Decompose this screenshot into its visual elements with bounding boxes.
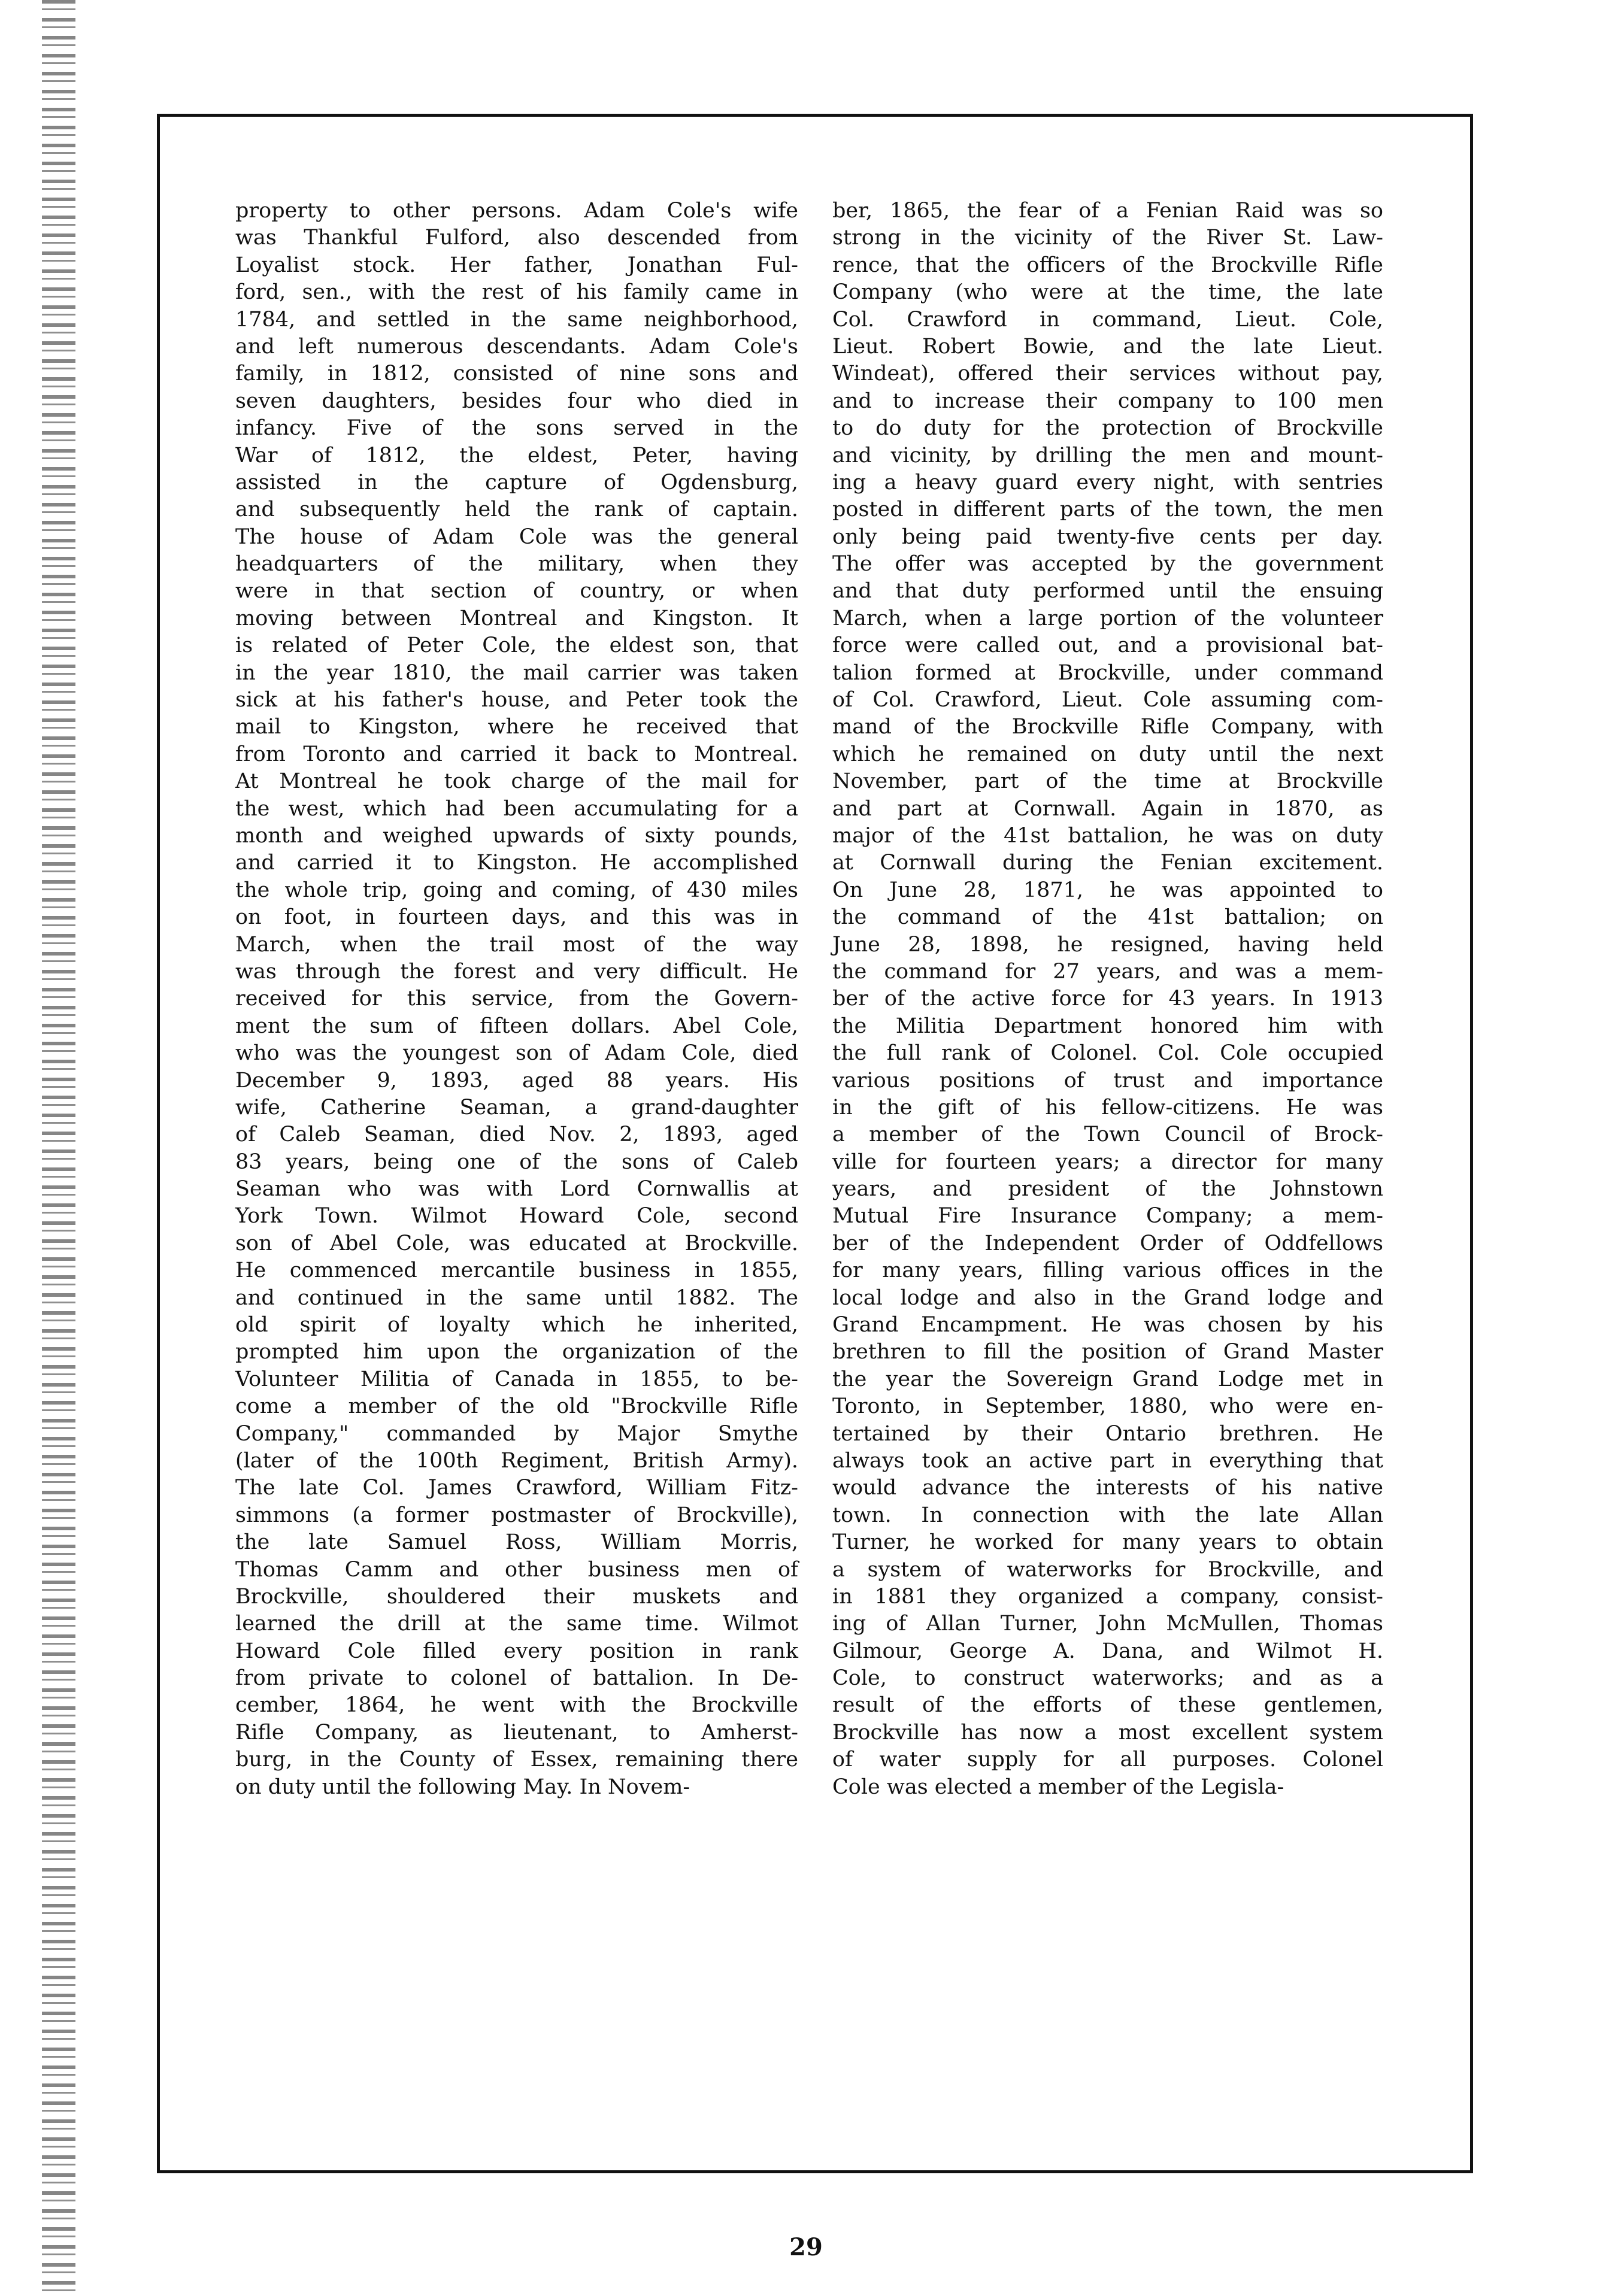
text-line: the west, which had been accumulating for a [235, 796, 798, 821]
text-line: various positions of trust and importance [832, 1068, 1383, 1093]
text-line: Col. Crawford in command, Lieut. Cole, [832, 307, 1383, 332]
text-line: mand of the Brockville Rifle Company, with [832, 715, 1383, 739]
text-line: moving between Montreal and Kingston. It [235, 606, 798, 630]
text-line: on duty until the following May. In Novem- [235, 1775, 690, 1799]
right-column [832, 198, 1383, 1801]
text-line: the command of the 41st battalion; on [832, 905, 1383, 930]
text-line: and vicinity, by drilling the men and mount- [832, 443, 1383, 468]
text-line: Volunteer Militia of Canada in 1855, to be- [235, 1367, 798, 1391]
text-line: rence, that the officers of the Brockville Rifle [832, 253, 1383, 277]
text-line: and part at Cornwall. Again in 1870, as [832, 796, 1383, 821]
text-line: 83 years, being one of the sons of Caleb [235, 1149, 798, 1174]
text-line: The late Col. James Crawford, William Fitz- [235, 1476, 798, 1500]
text-line: was through the forest and very difficult. He [235, 959, 798, 984]
text-line: cember, 1864, he went with the Brockville [235, 1693, 798, 1718]
binding-edge [42, 0, 75, 2296]
text-line: sick at his father's house, and Peter took the [235, 688, 798, 712]
text-line: in 1881 they organized a company, consist- [832, 1584, 1383, 1609]
text-line: family, in 1812, consisted of nine sons and [235, 362, 798, 386]
text-line: and carried it to Kingston. He accomplished [235, 851, 798, 875]
text-line: the command for 27 years, and was a mem- [832, 959, 1383, 984]
text-line: Turner, he worked for many years to obtain [832, 1530, 1383, 1555]
text-line: He commenced mercantile business in 1855, [235, 1258, 798, 1283]
text-line: posted in different parts of the town, the men [832, 498, 1383, 522]
text-line: War of 1812, the eldest, Peter, having [235, 443, 798, 468]
text-line: always took an active part in everything that [832, 1448, 1383, 1473]
text-line: tertained by their Ontario brethren. He [832, 1421, 1383, 1446]
text-line: come a member of the old "Brockville Rifle [235, 1394, 798, 1419]
text-line: to do duty for the protection of Brockville [832, 416, 1383, 441]
text-line: On June 28, 1871, he was appointed to [832, 878, 1383, 902]
text-line: 1784, and settled in the same neighborhood, [235, 307, 798, 332]
text-line: simmons (a former postmaster of Brockville), [235, 1503, 798, 1527]
text-line: a member of the Town Council of Brock- [832, 1123, 1383, 1147]
text-line: learned the drill at the same time. Wilmot [235, 1612, 798, 1636]
text-line: from private to colonel of battalion. In De- [235, 1666, 798, 1691]
text-line: property to other persons. Adam Cole's wife [235, 199, 798, 223]
text-line: ing of Allan Turner, John McMullen, Thomas [832, 1612, 1383, 1636]
text-line: and left numerous descendants. Adam Cole's [235, 334, 798, 359]
text-line: the year the Sovereign Grand Lodge met in [832, 1367, 1383, 1391]
text-line: The offer was accepted by the government [832, 552, 1383, 577]
text-line: and continued in the same until 1882. The [235, 1285, 798, 1310]
text-line: is related of Peter Cole, the eldest son, that [235, 633, 798, 658]
text-line: assisted in the capture of Ogdensburg, [235, 470, 798, 495]
text-line: years, and president of the Johnstown [832, 1177, 1383, 1202]
page-number: 29 [789, 2233, 823, 2261]
text-line: in the gift of his fellow-citizens. He was [832, 1095, 1383, 1120]
text-line: June 28, 1898, he resigned, having held [832, 932, 1383, 957]
text-line: a system of waterworks for Brockville, and [832, 1557, 1383, 1582]
text-line: the whole trip, going and coming, of 430 miles [235, 878, 798, 902]
text-line: March, when the trail most of the way [235, 932, 798, 957]
text-line: talion formed at Brockville, under command [832, 660, 1383, 685]
text-line: Cole, to construct waterworks; and as a [832, 1666, 1383, 1691]
text-line: The house of Adam Cole was the general [235, 524, 798, 549]
text-line: would advance the interests of his native [832, 1476, 1383, 1500]
text-line: Seaman who was with Lord Cornwallis at [235, 1177, 798, 1202]
text-line: December 9, 1893, aged 88 years. His [235, 1068, 798, 1093]
text-line: March, when a large portion of the volunteer [832, 606, 1383, 630]
text-line: the late Samuel Ross, William Morris, [235, 1530, 798, 1555]
text-line: burg, in the County of Essex, remaining there [235, 1748, 798, 1772]
text-line: Gilmour, George A. Dana, and Wilmot H. [832, 1639, 1383, 1663]
text-line: Windeat), offered their services without pay, [832, 362, 1383, 386]
text-line: Thomas Camm and other business men of [235, 1557, 798, 1582]
text-line: brethren to fill the position of Grand Master [832, 1340, 1383, 1364]
text-line: month and weighed upwards of sixty pounds, [235, 823, 798, 848]
text-line: ber, 1865, the fear of a Fenian Raid was so [832, 199, 1383, 223]
text-line: Howard Cole filled every position in rank [235, 1639, 798, 1663]
text-line: force were called out, and a provisional bat- [832, 633, 1383, 658]
text-line: mail to Kingston, where he received that [235, 715, 798, 739]
text-line: was Thankful Fulford, also descended from [235, 226, 798, 250]
text-line: son of Abel Cole, was educated at Brockville. [235, 1231, 798, 1255]
text-line: and that duty performed until the ensuing [832, 579, 1383, 603]
text-line: Brockville has now a most excellent system [832, 1720, 1383, 1745]
left-column [235, 198, 798, 1801]
text-line: ber of the active force for 43 years. In 1913 [832, 987, 1383, 1011]
text-line: from Toronto and carried it back to Montreal. [235, 742, 798, 766]
text-line: infancy. Five of the sons served in the [235, 416, 798, 441]
text-line: and subsequently held the rank of captain. [235, 498, 798, 522]
text-line: of Col. Crawford, Lieut. Cole assuming com- [832, 688, 1383, 712]
text-line: which he remained on duty until the next [832, 742, 1383, 766]
text-line: major of the 41st battalion, he was on duty [832, 823, 1383, 848]
text-line: strong in the vicinity of the River St. Law- [832, 226, 1383, 250]
text-line: Toronto, in September, 1880, who were en- [832, 1394, 1383, 1419]
text-line: result of the efforts of these gentlemen, [832, 1693, 1383, 1718]
text-line: Loyalist stock. Her father, Jonathan Ful- [235, 253, 798, 277]
text-line: ing a heavy guard every night, with sentries [832, 470, 1383, 495]
text-line: Company (who were at the time, the late [832, 280, 1383, 305]
text-line: received for this service, from the Govern- [235, 987, 798, 1011]
text-line: At Montreal he took charge of the mail for [235, 769, 798, 794]
text-line: ford, sen., with the rest of his family came in [235, 280, 798, 305]
text-line: in the year 1810, the mail carrier was taken [235, 660, 798, 685]
text-line: Company," commanded by Major Smythe [235, 1421, 798, 1446]
text-line: headquarters of the military, when they [235, 552, 798, 577]
text-line: ber of the Independent Order of Oddfellows [832, 1231, 1383, 1255]
text-line: old spirit of loyalty which he inherited, [235, 1313, 798, 1337]
text-line: on foot, in fourteen days, and this was in [235, 905, 798, 930]
text-line: local lodge and also in the Grand lodge and [832, 1285, 1383, 1310]
text-line: ment the sum of fifteen dollars. Abel Cole, [235, 1014, 798, 1038]
text-line: Brockville, shouldered their muskets and [235, 1584, 798, 1609]
text-line: ville for fourteen years; a director for many [832, 1149, 1383, 1174]
text-line: Grand Encampment. He was chosen by his [832, 1313, 1383, 1337]
text-line: were in that section of country, or when [235, 579, 798, 603]
text-line: of Caleb Seaman, died Nov. 2, 1893, aged [235, 1123, 798, 1147]
text-line: Lieut. Robert Bowie, and the late Lieut. [832, 334, 1383, 359]
text-line: Cole was elected a member of the Legisla- [832, 1775, 1284, 1799]
text-line: who was the youngest son of Adam Cole, died [235, 1041, 798, 1066]
text-line: (later of the 100th Regiment, British Army). [235, 1448, 798, 1473]
text-line: York Town. Wilmot Howard Cole, second [235, 1204, 798, 1229]
text-line: of water supply for all purposes. Colonel [832, 1748, 1383, 1772]
text-line: prompted him upon the organization of the [235, 1340, 798, 1364]
text-line: seven daughters, besides four who died in [235, 389, 798, 413]
text-line: at Cornwall during the Fenian excitement. [832, 851, 1383, 875]
text-line: Mutual Fire Insurance Company; a mem- [832, 1204, 1383, 1229]
text-line: and to increase their company to 100 men [832, 389, 1383, 413]
text-line: only being paid twenty-five cents per day. [832, 524, 1383, 549]
text-line: November, part of the time at Brockville [832, 769, 1383, 794]
text-line: wife, Catherine Seaman, a grand-daughter [235, 1095, 798, 1120]
text-line: town. In connection with the late Allan [832, 1503, 1383, 1527]
text-line: the Militia Department honored him with [832, 1014, 1383, 1038]
text-line: the full rank of Colonel. Col. Cole occupied [832, 1041, 1383, 1066]
text-line: Rifle Company, as lieutenant, to Amherst- [235, 1720, 798, 1745]
text-line: for many years, filling various offices in the [832, 1258, 1383, 1283]
